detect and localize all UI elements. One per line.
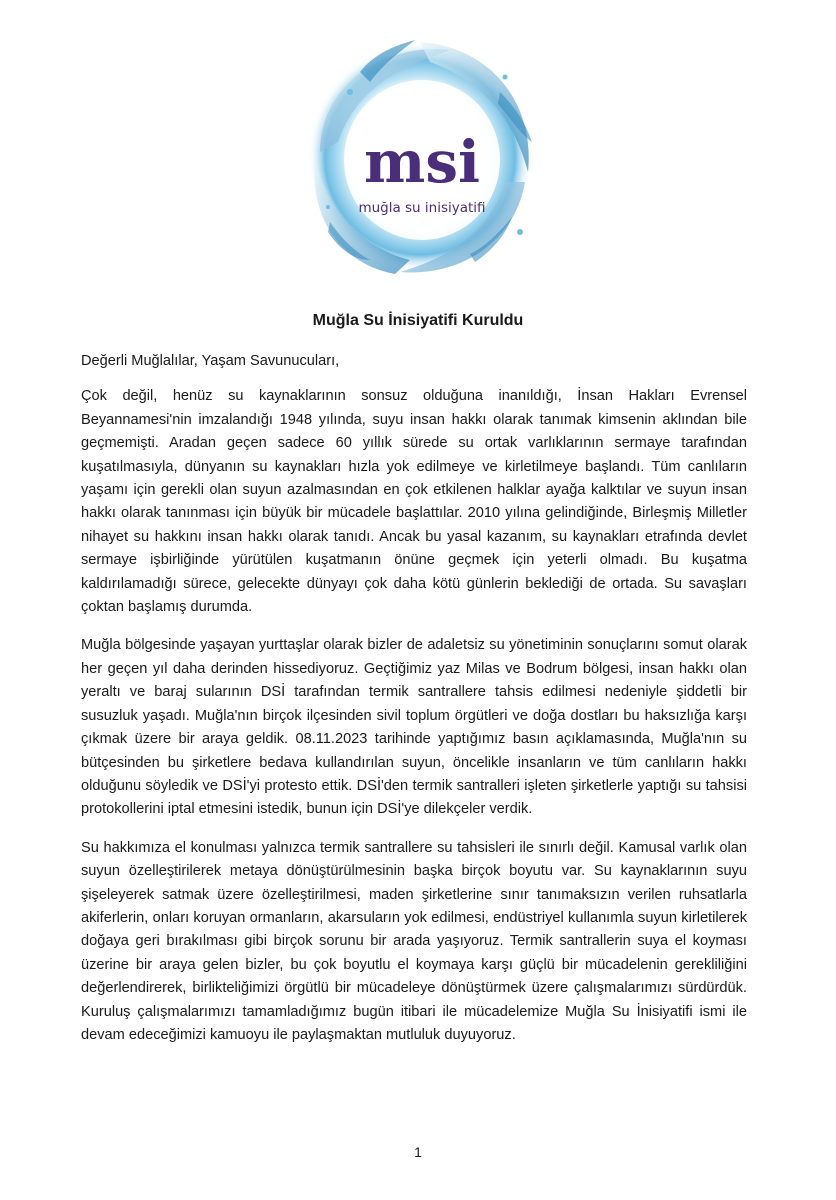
salutation: Değerli Muğlalılar, Yaşam Savunucuları,: [81, 353, 340, 369]
document-title: Muğla Su İnisiyatifi Kuruldu: [312, 312, 524, 329]
document-body: [81, 350, 747, 1062]
logo-tagline: muğla su inisiyatifi: [358, 200, 486, 216]
water-splash-logo-icon: [300, 32, 540, 282]
msi-logo: [300, 32, 540, 282]
page-number: 1: [414, 1144, 422, 1160]
paragraph-3: Su hakkımıza el konulması yalnızca termik santrallere su tahsisleri ile sınırlı değil. Kamusal varlık olan suyun özelleştirilerek metaya dönüştürülmesinin başka birçok boyutu var. Su kaynaklarının suyu şişeleyerek satmak üzere özelleştirilmesi, maden şirketlerine sınır tanımaksızın verilen ruhsatlarla akiferlerin, onları koruyan ormanların, akarsuların yok edilmesi, endüstriyel kullanımla suyun kirletilerek doğaya geri bırakılması gibi birçok sorunu bir arada yaşıyoruz. Termik santrallerin suya el koyması üzerine bir araya gelen bizler, bu çok boyutlu el koymaya karşı güçlü bir mücadelenin gerekliliğini değerlendirerek, birlikteliğimizi örgütlü bir mücadeleye dönüştürmek üzere çalışmalarımızı sürdürdük. Kuruluş çalışmalarımızı tamamladığımız bugün itibari ile mücadelemize Muğla Su İnisiyatifi ismi ile devam edeceğimizi kamuoyu ile paylaşmaktan mutluluk duyuyoruz.: [81, 839, 747, 1043]
paragraph-2: Muğla bölgesinde yaşayan yurttaşlar olarak bizler de adaletsiz su yönetiminin sonuçlarını somut olarak her geçen yıl daha derinden hissediyoruz. Geçtiğimiz yaz Milas ve Bodrum bölgesi, insan hakkı olan yeraltı ve baraj sularının DSİ tarafından termik santrallere tahsis edilmesi nedeniyle şiddetli bir susuzluk yaşadı. Muğla'nın birçok ilçesinden sivil toplum örgütleri ve doğa dostları bu haksızlığa karşı çıkmak üzere bir araya geldik. 08.11.2023 tarihinde yaptığımız basın açıklamasında, Muğla'nın su bütçesinden bu şirketlere bedava kullandırılan suyun, öncelikle insanların ve tüm canlıların hakkı olduğunu söyledik ve DSİ'yi protesto ettik. DSİ'den termik santralleri işleten şirketlerle yaptığı su tahsisi protokollerini iptal etmesini istedik, bunun için DSİ'ye dilekçeler verdik.: [81, 637, 747, 818]
paragraph-1: Çok değil, henüz su kaynaklarının sonsuz olduğuna inanıldığı, İnsan Hakları Evrensel Beyannamesi'nin imzalandığı 1948 yılında, suyu insan hakkı olarak tanımak kimsenin aklından bile geçmemişti. Aradan geçen sadece 60 yıllık sürede su ortak varlıklarının sermaye tarafından kuşatılmasıyla, dünyanın su kaynakları hızla yok edilmeye ve kirletilmeye başlandı. Tüm canlıların yaşamı için gerekli olan suyun azalmasından en çok etkilenen halklar ayağa kalktılar ve suyun insan hakkı olarak tanınması için büyük bir mücadele başlattılar. 2010 yılına gelindiğinde, Birleşmiş Milletler nihayet su hakkını insan hakkı olarak tanıdı. Ancak bu yasal kazanım, su kaynakları etrafında devlet sermaye işbirliğinde yürütülen kuşatmanın önüne geçmek için yeterli olmadı. Bu kuşatma kaldırılamadığı sürece, gelecekte dünyayı çok daha kötü günlerin beklediği de ortada. Su savaşları çoktan başlamış durumda.: [81, 388, 747, 616]
logo-acronym: msi: [363, 128, 481, 196]
